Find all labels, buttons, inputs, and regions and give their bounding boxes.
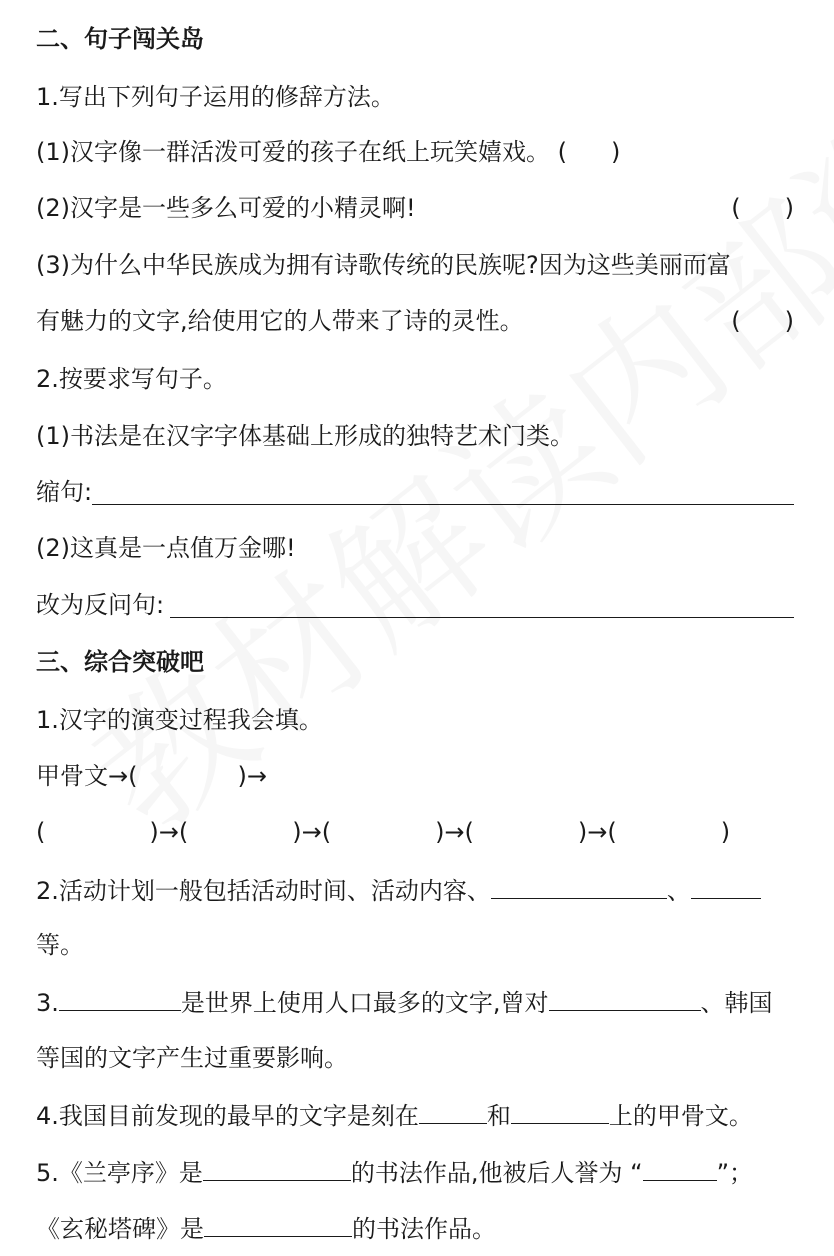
section-title: 三、综合突破吧 — [36, 648, 204, 676]
blank[interactable] — [643, 1154, 717, 1181]
blank[interactable] — [549, 984, 701, 1011]
evolution-chain — [36, 759, 794, 793]
chain-arrow: )→ — [237, 762, 267, 790]
question-item: 4.我国目前发现的最早的文字是刻在 和 上的甲骨文。 — [36, 1097, 794, 1133]
question-item — [36, 304, 794, 338]
answer-label: 缩句: — [36, 478, 93, 506]
paren-close: ) — [611, 138, 621, 166]
question-item: 等。 — [36, 931, 84, 959]
question-text: (1)汉字像一群活泼可爱的孩子在纸上玩笑嬉戏。 ( — [36, 138, 567, 166]
question-title: 2.按要求写句子。 — [36, 365, 227, 393]
question-text: 《玄秘塔碑》是 — [36, 1215, 204, 1243]
answer-brackets: ( ) — [731, 307, 794, 335]
question-item — [36, 191, 794, 225]
question-item: 3. 是世界上使用人口最多的文字,曾对 、韩国 — [36, 984, 794, 1020]
question-item: 等国的文字产生过重要影响。 — [36, 1044, 348, 1072]
blank[interactable] — [419, 1097, 487, 1124]
blank[interactable] — [204, 1210, 352, 1237]
blank[interactable] — [491, 872, 667, 899]
evolution-chain: ( )→( )→( )→( )→( ) — [36, 818, 731, 846]
question-text: 4.我国目前发现的最早的文字是刻在 — [36, 1102, 419, 1130]
section-title: 二、句子闯关岛 — [36, 25, 204, 53]
question-item: (1)书法是在汉字字体基础上形成的独特艺术门类。 — [36, 422, 574, 450]
answer-row — [36, 588, 794, 622]
blank[interactable] — [203, 1154, 351, 1181]
question-item — [36, 135, 794, 169]
answer-label: 改为反问句: — [36, 591, 165, 619]
question-item: 2.活动计划一般包括活动时间、活动内容、 、 — [36, 872, 794, 908]
question-item: 5.《兰亭序》是 的书法作品,他被后人誉为 “ ”； — [36, 1154, 794, 1190]
question-item: (2)这真是一点值万金哪! — [36, 534, 296, 562]
question-item: (3)为什么中华民族成为拥有诗歌传统的民族呢?因为这些美丽而富 — [36, 251, 731, 279]
question-text: 是世界上使用人口最多的文字,曾对 — [180, 989, 549, 1017]
question-title: 1.汉字的演变过程我会填。 — [36, 706, 323, 734]
question-text: 2.活动计划一般包括活动时间、活动内容、 — [36, 877, 491, 905]
question-text: 有魅力的文字,给使用它的人带来了诗的灵性。 — [36, 307, 524, 335]
chain-start: 甲骨文→( — [36, 762, 138, 790]
question-item: 《玄秘塔碑》是 的书法作品。 — [36, 1210, 794, 1246]
answer-line[interactable] — [92, 504, 794, 505]
answer-row — [36, 475, 794, 509]
blank[interactable] — [59, 984, 181, 1011]
answer-brackets: ( ) — [731, 194, 794, 222]
question-title: 1.写出下列句子运用的修辞方法。 — [36, 83, 395, 111]
blank[interactable] — [511, 1097, 609, 1124]
question-text: 5.《兰亭序》是 — [36, 1159, 203, 1187]
question-text: (2)汉字是一些多么可爱的小精灵啊! — [36, 194, 416, 222]
blank[interactable] — [691, 872, 761, 899]
answer-line[interactable] — [170, 617, 794, 618]
